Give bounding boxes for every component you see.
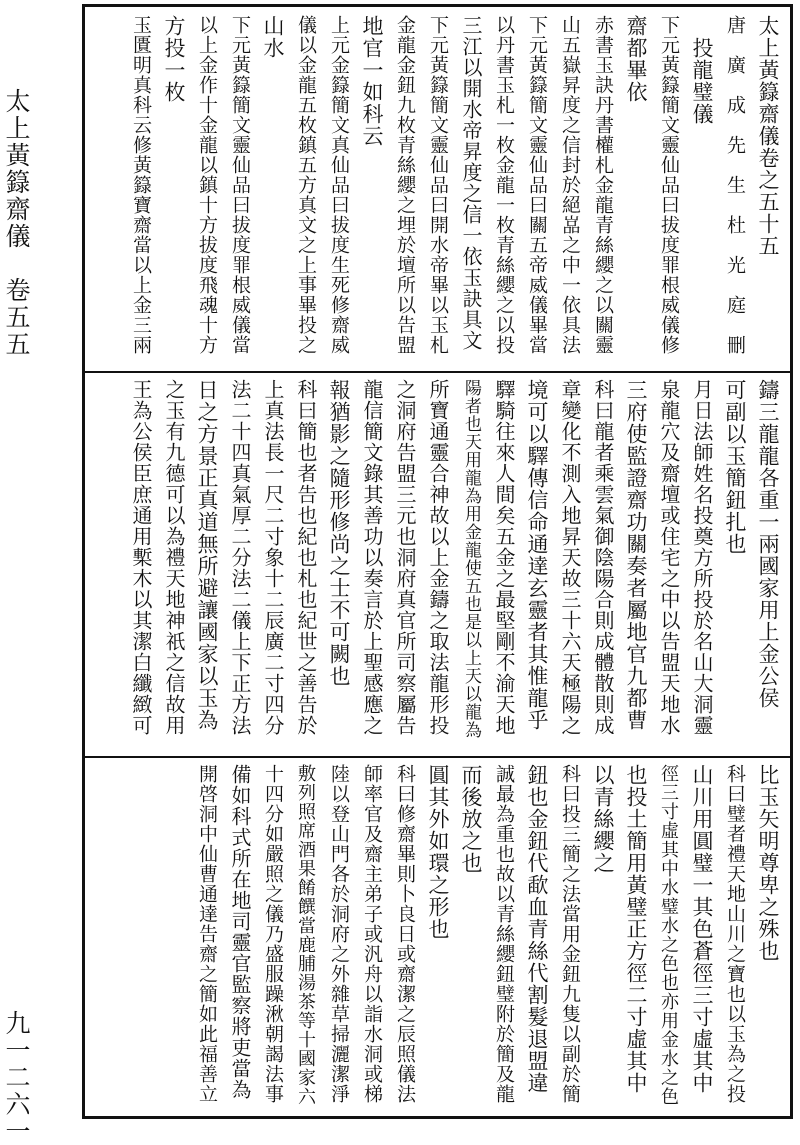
text-column: 圓其外如環之形也: [426, 764, 450, 940]
text-column: 投龍璧儀: [690, 15, 714, 125]
text-column: 章變化不測入地昇天故三十六天極陽之: [558, 379, 582, 736]
text-column: 之玉有九德可以為禮天地神祇之信故用: [162, 379, 186, 736]
text-column: 地官一如科云: [360, 15, 384, 147]
text-column: 之洞府告盟三元也洞府真官所司察屬告: [393, 379, 417, 736]
text-column: 師率官及齋主弟子或汎舟以詣水洞或梯: [361, 764, 383, 1104]
text-column: 三府使監證齋功關奏者屬地官九都曹: [624, 379, 648, 731]
text-column: 月日法師姓名投奠方所投於名山大洞靈: [690, 379, 714, 736]
text-column: 以青絲纓之: [591, 764, 615, 874]
page-frame: [82, 4, 793, 1119]
text-column: 三江以開水帝昇度之信一依玉訣具文: [459, 15, 483, 351]
text-column: 比玉矢明尊卑之殊也: [756, 764, 780, 962]
text-column: 以丹書玉札一枚金龍一枚青絲纓之以投: [493, 15, 515, 355]
text-column: 金龍金鈕九枚青絲纓之埋於壇所以告盟: [394, 15, 416, 355]
text-column: 科曰簡也者告也紀也札也紀世之善告於: [294, 379, 318, 736]
text-column: 龍信簡文錄其善功以奏言於上聖感應之: [360, 379, 384, 736]
text-column: 山川用圓璧一其色蒼徑三寸虛其中: [690, 764, 714, 1094]
text-column: 科曰投三簡之法當用金鈕九隻以副於簡: [559, 764, 581, 1104]
text-column: 陸以登山門各於洞府之外雜草掃灑潔淨: [328, 764, 350, 1104]
text-column: 下元黃籙簡文靈仙品曰開水帝畢以玉札: [427, 15, 449, 355]
text-column: 科曰龍者乘雲氣御陰陽合則成體散則成: [591, 379, 615, 736]
text-column: 赤書玉訣丹書權札金龍青絲纓之以關靈: [592, 15, 614, 355]
text-panel-middle: [91, 379, 784, 749]
text-column: 科曰璧者禮天地山川之寶也以玉為之投: [724, 764, 746, 1104]
text-column: 報猶影之隨形修尚之士不可闕也: [327, 379, 351, 687]
text-column: 齋都畢依: [624, 15, 648, 103]
text-column: 境可以驛傳信命通達玄靈者其惟龍乎: [525, 379, 549, 731]
text-column: 誠最為重也故以青絲纓鈕璧附於簡及龍: [493, 764, 515, 1104]
text-column: 科曰修齋畢則卜良日或齋潔之辰照儀法: [394, 764, 416, 1104]
text-column: 可副以玉簡鈕扎也: [723, 379, 747, 555]
text-column: 上真法長一尺二寸象十二辰廣二寸四分: [261, 379, 285, 736]
text-column: 山五嶽昇度之信封於絕嵓之中一依具法: [559, 15, 581, 355]
text-column: 方投一枚: [162, 15, 186, 103]
text-column: 下元黃籙簡文靈仙品曰關五帝威儀畢當: [526, 15, 548, 355]
text-column: 十四分如嚴照之儀乃盛服躁湫朝謁法事: [262, 764, 284, 1104]
text-column: 開啓洞中仙曹通達告齋之簡如此福善立: [196, 764, 218, 1104]
page-number: 九一二六一: [2, 1010, 31, 1145]
text-column: 上元金籙簡文真仙品曰拔度生死修齋威: [328, 15, 350, 355]
text-column: 陽者也天用龍為用金龍使五也是以上天以龍為: [461, 379, 481, 739]
text-column: 以上金作十金龍以鎮十方拔度飛魂十方: [196, 15, 218, 355]
text-column: 法二十四真氣厚二分法二儀上下正方法: [228, 379, 252, 736]
text-column: 山水: [261, 15, 285, 59]
text-column: 玉匱明真科云修黃籙寶齋當以上金三兩: [130, 15, 152, 355]
text-column: 備如科式所在地司靈官監察將吏當為: [228, 764, 252, 1100]
text-column: 所寶通靈合神故以上金鑄之取法龍形投: [426, 379, 450, 736]
panel-divider: [85, 756, 790, 758]
text-panel-top: [91, 15, 784, 365]
text-column: 也投土簡用黃璧正方徑二寸虛其中: [624, 764, 648, 1094]
text-column: 太上黃籙齋儀卷之五十五: [756, 15, 780, 257]
text-column: 王為公侯臣庶通用槧木以其潔白纖緻可: [129, 379, 153, 736]
text-column: 儀以金龍五枚鎮五方真文之上事畢投之: [295, 15, 317, 355]
margin-title: 太上黃籙齋儀 卷五五: [2, 88, 31, 358]
text-column: 泉龍穴及齋壇或住宅之中以告盟天地水: [657, 379, 681, 736]
text-column: 而後放之也: [459, 764, 483, 874]
text-column: 徑三寸虛其中水璧水之色也亦用金水之色: [658, 764, 679, 1106]
text-column: 下元黃籙簡文靈仙品曰拔度罪根威儀當: [229, 15, 251, 355]
panel-divider: [85, 371, 790, 373]
text-column: 鈕也金鈕代歃血青絲代割髮退盟違: [525, 764, 549, 1094]
text-column: 敷列照席酒果餚饌當鹿脯湯茶等十國家六: [295, 764, 316, 1106]
text-column: 鑄三龍龍各重一兩國家用上金公侯: [756, 379, 780, 709]
text-column: 驛騎往來人間矣五金之最堅剛不渝天地: [492, 379, 516, 736]
text-column: 日之方景正真道無所避讓國家以玉為: [195, 379, 219, 731]
text-panel-bottom: [91, 764, 784, 1112]
text-column: 下元黃籙簡文靈仙品曰拔度罪根威儀修: [658, 15, 680, 355]
text-column: 唐 廣 成 先 生 杜 光 庭 刪: [724, 15, 746, 355]
